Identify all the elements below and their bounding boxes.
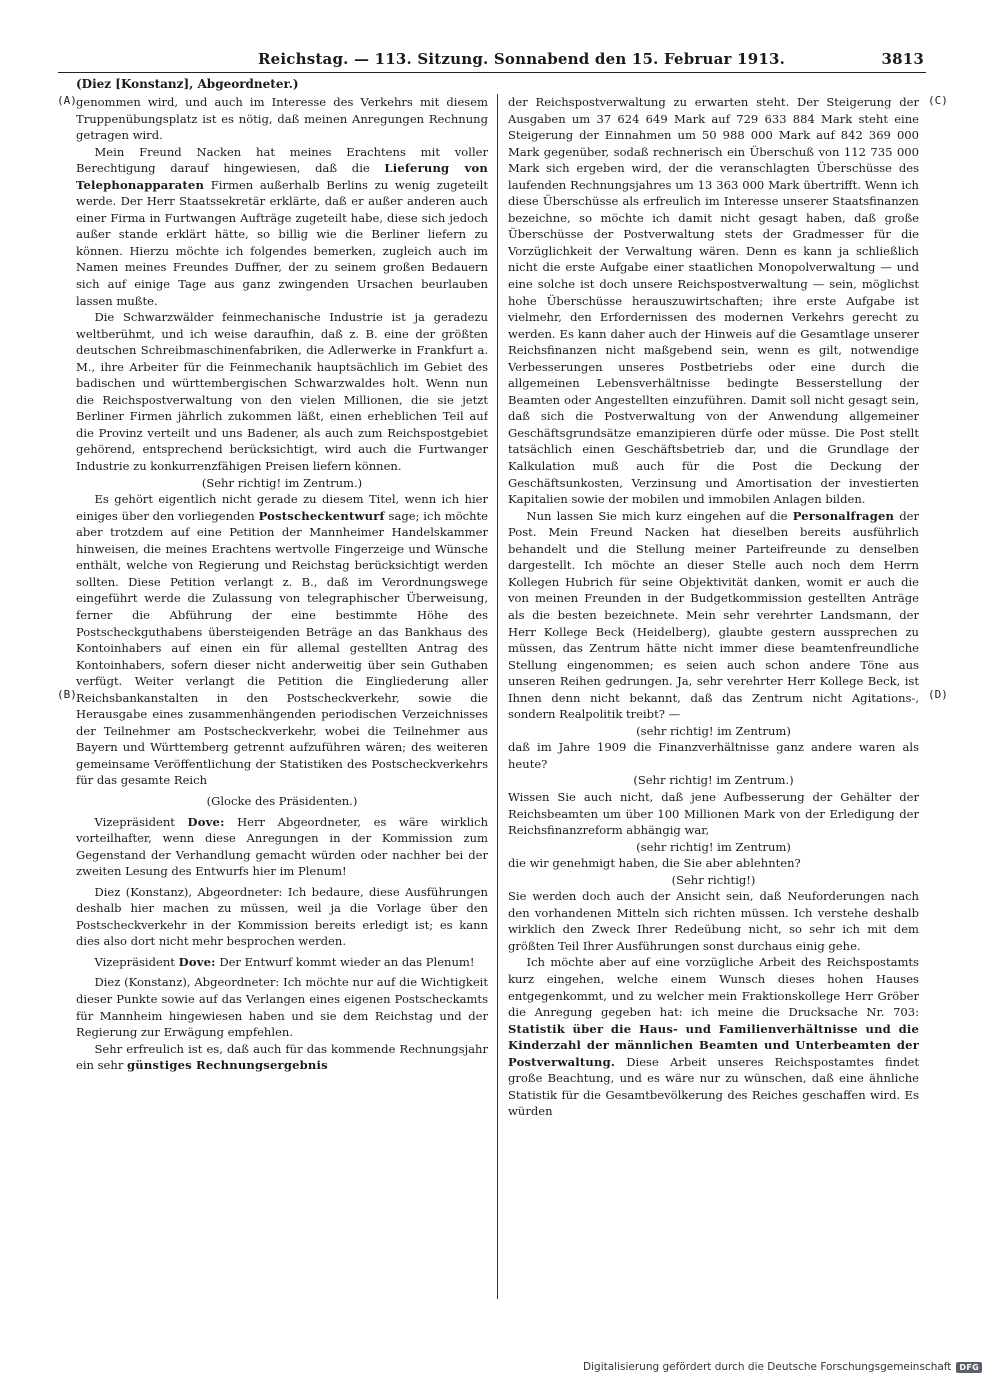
dfg-logo: DFG <box>956 1362 982 1373</box>
margin-marker-c: (C) <box>928 94 948 107</box>
speaker-name: Dove: <box>187 814 225 829</box>
speaker-name: Dove: <box>178 954 216 969</box>
footer-text: Digitalisierung gefördert durch die Deutsche Forschungsgemeinschaft <box>583 1361 952 1373</box>
margin-marker-d: (D) <box>928 688 948 701</box>
paragraph: Sie werden doch auch der Ansicht sein, daß Neuforderungen nach den vorhandenen Mitteln sich richten müssen. Ich verstehe deshalb wirklich den Zweck Ihrer Redeübung nicht, so sehr ich mit dem größten Teil Ihrer Ausführungen sonst durchaus einig gehe. <box>508 889 919 953</box>
paragraph: Ich möchte aber auf eine vorzügliche Arbeit des Reichspostamts kurz eingehen, welche einem Wunsch dieses hohen Hauses entgegenkommt, und zu welcher mein Fraktionskollege Herr Gröber die Anregung gegeben hat: ich meine die Drucksache Nr. 703: Statistik über die Haus- und Familienverhältnisse und die Kinderzahl der männlichen Beamten und Unterbeamten der Postverwaltung. Diese Arbeit unseres Reichspostamtes findet große Beachtung, und es wäre nur zu wünschen, daß eine ähnliche Statistik für die Gesamtbevölkerung des Reiches geschaffen wird. Es würden <box>508 955 919 1119</box>
running-title: Reichstag. — 113. Sitzung. Sonnabend den 15. Februar 1913. <box>258 50 786 68</box>
digitization-footer <box>583 1361 982 1373</box>
paragraph: Diez (Konstanz), Abgeordneter: Ich möchte nur auf die Wichtigkeit dieser Punkte sowie auf das Verlangen eines eigenen Postscheckamts für Mannheim hingewiesen haben und sie dem Reichstag und der Regierung zur Erwägung empfehlen. <box>76 975 488 1040</box>
paragraph: genommen wird, und auch im Interesse des Verkehrs mit diesem Truppenübungsplatz ist es nötig, daß meinen Anregungen Rechnung getragen wird. <box>76 95 488 143</box>
paragraph: Die Schwarzwälder feinmechanische Industrie ist ja geradezu weltberühmt, und ich weise daraufhin, daß z. B. eine der größten deutschen Schreibmaschinenfabriken, die Adlerwerke in Frankfurt a. M., ihre Arbeiter für die Feinmechanik hauptsächlich im Gebiet des badischen und württembergischen Schwarzwaldes holt. Wenn nun die Reichspostverwaltung von den vielen Millionen, die sie jetzt Berliner Firmen jährlich zukommen läßt, einen erheblichen Teil auf die Provinz verteilt und uns Badener, als auch zum Reichspostgebiet gehörend, entsprechend berücksichtigt, wird auch die Furtwanger Industrie zu konkurrenzfähigen Preisen liefern können. <box>76 310 488 474</box>
paragraph: Diez (Konstanz), Abgeordneter: Ich bedaure, diese Ausführungen deshalb hier machen zu müssen, weil ja die Vorlage über den Postscheckverkehr in der Kommission bereits erledigt ist; es kann dies also dort nicht mehr besprochen werden. <box>76 884 488 949</box>
paragraph: daß im Jahre 1909 die Finanzverhältnisse ganz andere waren als heute? <box>508 740 919 771</box>
left-column <box>76 94 488 1299</box>
paragraph: die wir genehmigt haben, die Sie aber ablehnten? <box>508 856 801 871</box>
paragraph: Sehr erfreulich ist es, daß auch für das kommende Rechnungsjahr ein sehr günstiges Rechnungsergebnis <box>76 1041 488 1073</box>
bold-term: Postscheckentwurf <box>258 508 385 523</box>
column-divider <box>497 94 498 1299</box>
speaker-continuation: (Diez [Konstanz], Abgeordneter.) <box>76 77 299 91</box>
bold-term: günstiges Rechnungsergebnis <box>127 1058 328 1073</box>
bold-term: Lieferung von Telephonapparaten <box>76 161 488 192</box>
margin-marker-a: (A) <box>57 94 77 107</box>
paragraph: Es gehört eigentlich nicht gerade zu diesem Titel, wenn ich hier einiges über den vorliegenden Postscheckentwurf sage; ich möchte aber trotzdem auf eine Petition der Mannheimer Handelskammer hinweisen, die meines Erachtens wertvolle Fingerzeige und Wünsche enthält, welche von Regierung und Reichstag berücksichtigt werden sollten. Diese Petition verlangt z. B., daß im Verordnungswege eingeführt werde die Zulassung von telegraphischer Überweisung, ferner die Abführung der eine bestimmte Höhe des Postscheckguthabens übersteigenden Beträge an das Bankhaus des Kontoinhabers auf einen ein für allemal gestellten Antrag des Kontoinhabers, sofern dieser nicht anderweitig über sein Guthaben verfügt. Weiter verlangt die Petition die Eingliederung aller Reichsbankanstalten in den Postscheckverkehr, sowie die Herausgabe eines zusammenhängenden periodischen Verzeichnisses der Teilnehmer am Postscheckverkehr, wobei die Teilnehmer aus Bayern und Württemberg getrennt aufzuführen wären; des weiteren gemeinsame Veröffentlichung der Statistiken des Postscheckverkehrs für das gesamte Reich <box>76 492 488 788</box>
page-number: 3813 <box>881 50 924 68</box>
paragraph: Nun lassen Sie mich kurz eingehen auf die Personalfragen der Post. Mein Freund Nacken hat dieselben bereits ausführlich behandelt und die Stellung meiner Parteifreunde zu denselben dargestellt. Ich möchte an dieser Stelle auch noch dem Herrn Kollegen Hubrich für seine Objektivität danken, womit er auch die von meinen Freunden in der Budgetkommission gestellten Anträge als die besten bezeichnete. Mein sehr verehrter Landsmann, der Herr Kollege Beck (Heidelberg), glaubte gestern aussprechen zu müssen, das Zentrum hätte nicht immer diese beamtenfreundliche Stellung eingenommen; es seien auch schon andere Töne aus unseren Reihen gedrungen. Ja, sehr verehrter Herr Kollege Beck, ist Ihnen denn nicht bekannt, daß das Zentrum nicht Agitations-, sondern Realpolitik treibt? — <box>508 508 919 722</box>
right-column <box>508 94 919 1299</box>
margin-marker-b: (B) <box>57 688 77 701</box>
speaker-name: Diez (Konstanz), <box>94 884 193 899</box>
interjection: (Glocke des Präsidenten.) <box>206 793 358 808</box>
bold-term: Personalfragen <box>792 508 895 523</box>
paragraph: Wissen Sie auch nicht, daß jene Aufbesserung der Gehälter der Reichsbeamten um über 100 Millionen Mark von der Erledigung der Reichsfinanzreform abhängig war, <box>508 789 919 838</box>
interjection: (Sehr richtig! im Zentrum.) <box>201 475 363 490</box>
interjection: (sehr richtig! im Zentrum) <box>636 839 791 854</box>
interjection: (sehr richtig! im Zentrum) <box>636 723 791 738</box>
paragraph: Vizepräsident Dove: Herr Abgeordneter, es wäre wirklich vorteilhafter, wenn diese Anregungen in der Kommission zum Gegenstand der Verhandlung gemacht würden oder nachher bei der zweiten Lesung des Entwurfs hier im Plenum! <box>76 814 488 879</box>
interjection: (Sehr richtig! im Zentrum.) <box>633 773 794 788</box>
interjection: (Sehr richtig!) <box>671 872 756 887</box>
paragraph: Mein Freund Nacken hat meines Erachtens mit voller Berechtigung darauf hingewiesen, daß die Lieferung von Telephonapparaten Firmen außerhalb Berlins zu wenig zugeteilt werde. Der Herr Staatssekretär erklärte, daß er außer anderen auch einer Firma in Furtwangen Aufträge zugeteilt habe, diese sich jedoch außer stande erklärt hätte, so billig wie die Berliner liefern zu können. Hierzu möchte ich folgendes bemerken, zugleich auch im Namen meines Freundes Duffner, der zu seinem großen Bedauern sich auf einige Tage aus ganz zwingenden Ursachen beurlauben lassen mußte. <box>76 144 488 308</box>
running-header <box>58 50 926 73</box>
paragraph: der Reichspostverwaltung zu erwarten steht. Der Steigerung der Ausgaben um 37 624 649 Mark auf 729 633 884 Mark steht eine Steigerung der Einnahmen um 50 988 000 Mark auf 842 369 000 Mark gegenüber, sodaß rechnerisch ein Überschuß von 112 735 000 Mark sich ergeben wird, der die veranschlagten Überschüsse des laufenden Rechnungsjahres um 13 363 000 Mark übertrifft. Wenn ich diese Überschüsse als erfreulich im Interesse unserer Staatsfinanzen bezeichne, so möchte ich damit nicht gesagt haben, daß große Überschüsse der Postverwaltung stets der Gradmesser für die Vorzüglichkeit der Verwaltung wären. Denn es kann ja schließlich nicht die erste Aufgabe einer staatlichen Monopolverwaltung — und eine solche ist doch unsere Reichspostverwaltung — sein, möglichst hohe Überschüsse herauszuwirtschaften; ihre erste Aufgabe ist vielmehr, den Erfordernissen des modernen Verkehrs gerecht zu werden. Es kann daher auch der Hinweis auf die Gesamtlage unserer Reichsfinanzen nicht maßgebend sein, wenn es gilt, notwendige Verbesserungen unseres Postbetriebs oder eine durch die allgemeinen Lebensverhältnisse bedingte Besserstellung der Beamten oder Angestellten einzuführen. Damit soll nicht gesagt sein, daß sich die Postverwaltung von der Anwendung allgemeiner Geschäftsgrundsätze emanzipieren dürfe oder müsse. Die Post stellt tatsächlich einen Geschäftsbetrieb dar, und die Grundlage der Kalkulation muß auch für die Post die Deckung der Geschäftsunkosten, Verzinsung und Amortisation der investierten Kapitalien sowie der mobilen und immobilen Anlagen bilden. <box>508 95 919 507</box>
speaker-name: Diez (Konstanz), <box>94 975 191 990</box>
bold-term: Statistik über die Haus- und Familienverhältnisse und die Kinderzahl der männlichen Beamten und Unterbeamten der Postverwaltung. <box>508 1021 919 1069</box>
paragraph: Vizepräsident Dove: Der Entwurf kommt wieder an das Plenum! <box>94 954 475 969</box>
